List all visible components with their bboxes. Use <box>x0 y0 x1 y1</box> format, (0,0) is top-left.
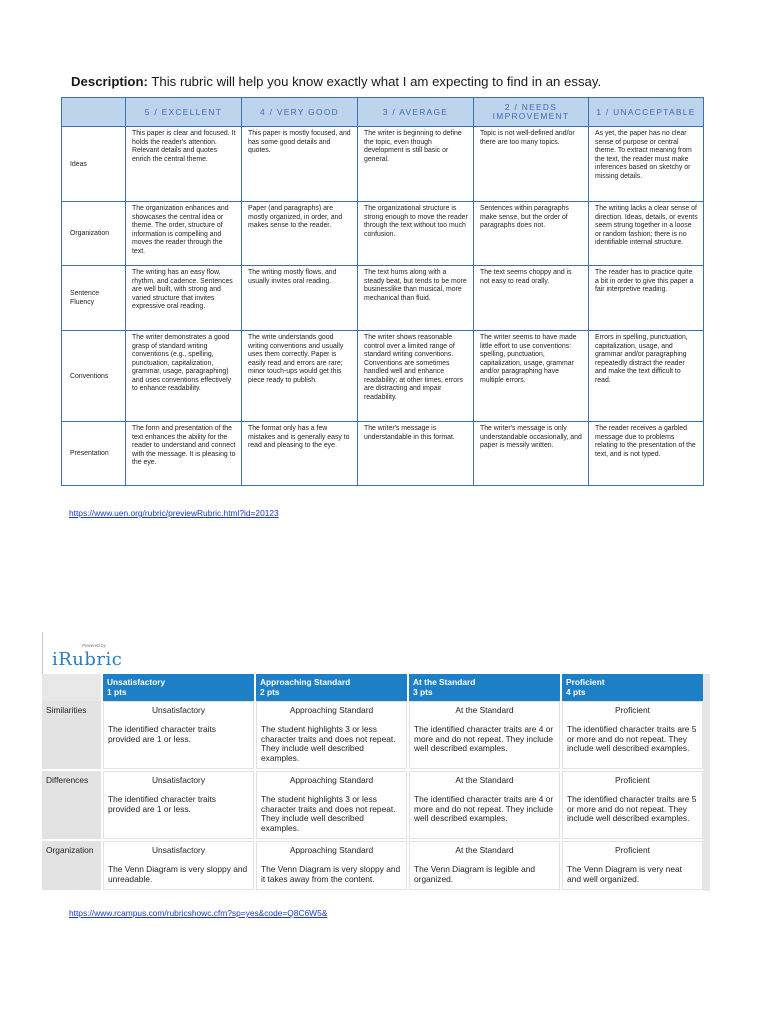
criterion-cell[interactable] <box>102 701 255 770</box>
header-title: Proficient <box>566 677 605 687</box>
table-row <box>42 770 710 840</box>
criterion-text: The identified character traits are 5 or more and do not repeat. They include well described examples. <box>567 794 697 823</box>
level-label: Unsatisfactory <box>151 775 206 785</box>
rubric-cell: As yet, the paper has no clear sense of purpose or central theme. To extract meaning from the text, the reader must make inferences based on sketchy or missing details. <box>589 127 704 202</box>
criterion-text: The Venn Diagram is very sloppy and unreadable. <box>108 864 248 884</box>
criterion-cell[interactable] <box>408 701 561 770</box>
row-gutter <box>703 770 710 840</box>
header-title: Approaching Standard <box>260 677 351 687</box>
description <box>71 74 601 89</box>
header-approaching <box>255 674 408 701</box>
rubric-cell: This paper is clear and focused. It holds the reader's attention. Relevant details and quotes enrich the central theme. <box>126 127 242 202</box>
row-label: Organization <box>62 202 126 266</box>
criterion-text: The student highlights 3 or less character traits and does not repeat. They include well described examples. <box>261 724 396 763</box>
header-excellent: 5 / EXCELLENT <box>126 98 242 127</box>
rubric-cell: The writing mostly flows, and usually invites oral reading. <box>242 266 358 331</box>
header-unacceptable: 1 / UNACCEPTABLE <box>589 98 704 127</box>
rubric-cell: The write understands good writing conventions and usually uses them correctly. Paper is easily read and errors are rare; minor touch-ups would get this piece ready to publish. <box>242 331 358 422</box>
rcampus-rubric-link[interactable]: https://www.rcampus.com/rubricshowc.cfm?sp=yes&code=Q8C6W5& <box>69 908 328 918</box>
level-label: Approaching Standard <box>289 775 374 785</box>
level-label: At the Standard <box>455 845 514 855</box>
row-gutter <box>703 701 710 770</box>
rubric-cell: The text hums along with a steady beat, but tends to be more businesslike than musical, more mechanical than fluid. <box>358 266 474 331</box>
criterion-cell[interactable] <box>561 770 703 840</box>
header-title: At the Standard <box>413 677 476 687</box>
rubric-cell: The writer's message is only understandable occasionally, and paper is messily written. <box>474 422 589 486</box>
rubric-cell: The format only has a few mistakes and is generally easy to read and pleasing to the eye. <box>242 422 358 486</box>
uen-rubric-link[interactable]: https://www.uen.org/rubric/previewRubric.html?id=20123 <box>69 508 279 518</box>
criterion-cell[interactable] <box>102 770 255 840</box>
table-row <box>62 422 704 486</box>
rubric-cell: The organization enhances and showcases the central idea or theme. The order, structure of information is compelling and moves the reader through the text. <box>126 202 242 266</box>
criterion-cell[interactable] <box>408 770 561 840</box>
criterion-text: The identified character traits provided are 1 or less. <box>108 794 216 814</box>
rubric-cell: Topic is not well-defined and/or there are too many topics. <box>474 127 589 202</box>
level-label: Proficient <box>615 775 650 785</box>
powered-by-text: Powered by <box>82 643 106 648</box>
row-label: Conventions <box>62 331 126 422</box>
criterion-text: The Venn Diagram is very neat and well organized. <box>567 864 682 884</box>
table-row <box>42 840 710 891</box>
essay-rubric-table <box>61 97 704 486</box>
criterion-text: The Venn Diagram is legible and organized. <box>414 864 536 884</box>
criterion-text: The identified character traits are 5 or more and do not repeat. They include well described examples. <box>567 724 697 753</box>
rubric-cell: The form and presentation of the text enhances the ability for the reader to understand and connect with the message. It is pleasing to the eye. <box>126 422 242 486</box>
table-row <box>62 127 704 202</box>
header-gutter <box>703 674 710 701</box>
level-label: Unsatisfactory <box>151 705 206 715</box>
row-label: Presentation <box>62 422 126 486</box>
level-label: Unsatisfactory <box>151 845 206 855</box>
table-row <box>62 266 704 331</box>
rubric-cell: The reader receives a garbled message due to problems relating to the presentation of the text, and is not typed. <box>589 422 704 486</box>
header-blank <box>42 674 102 701</box>
table-row <box>62 202 704 266</box>
irubric-header-row <box>42 674 710 701</box>
criterion-cell[interactable] <box>255 701 408 770</box>
header-pts: 2 pts <box>260 687 280 697</box>
row-label: Sentence Fluency <box>62 266 126 331</box>
rubric-cell: The writer's message is understandable in this format. <box>358 422 474 486</box>
table-row <box>62 331 704 422</box>
table-row <box>42 701 710 770</box>
rubric-cell: The text seems choppy and is not easy to read orally. <box>474 266 589 331</box>
header-very-good: 4 / VERY GOOD <box>242 98 358 127</box>
level-label: Approaching Standard <box>289 845 374 855</box>
rubric-header-row <box>62 98 704 127</box>
criterion-cell[interactable] <box>561 840 703 891</box>
criterion-cell[interactable] <box>255 840 408 891</box>
rubric-cell: The writer seems to have made little effort to use conventions: spelling, punctuation, capitalization, usage, grammar and/or paragraphing have multiple errors. <box>474 331 589 422</box>
rubric-cell: The organizational structure is strong enough to move the reader through the text without too much confusion. <box>358 202 474 266</box>
venn-rubric-table <box>42 674 710 892</box>
criterion-cell[interactable] <box>255 770 408 840</box>
rubric-cell: The writing has an easy flow, rhythm, and cadence. Sentences are well built, with strong and varied structure that invites expressive oral reading. <box>126 266 242 331</box>
header-proficient <box>561 674 703 701</box>
level-label: Approaching Standard <box>289 705 374 715</box>
irubric-logo-text: iRubric <box>52 649 123 670</box>
criterion-text: The identified character traits are 4 or more and do not repeat. They include well described examples. <box>414 794 554 823</box>
rubric-cell: Errors in spelling, punctuation, capitalization, usage, and grammar and/or paragraphing repeatedly distract the reader and make the text difficult to read. <box>589 331 704 422</box>
level-label: At the Standard <box>455 705 514 715</box>
row-label: Similarities <box>42 701 102 770</box>
row-label: Differences <box>42 770 102 840</box>
row-gutter <box>703 840 710 891</box>
rubric-cell: The writing lacks a clear sense of direction. Ideas, details, or events seem strung together in a loose or random fashion; there is no identifiable internal structure. <box>589 202 704 266</box>
rubric-cell: The writer demonstrates a good grasp of standard writing conventions (e.g., spelling, punctuation, capitalization, grammar, usage, paragraphing) and uses conventions effectively to enhance readability. <box>126 331 242 422</box>
criterion-cell[interactable] <box>102 840 255 891</box>
header-needs-improvement: 2 / NEEDS IMPROVEMENT <box>474 98 589 127</box>
rubric-cell: The writer is beginning to define the topic, even though development is still basic or general. <box>358 127 474 202</box>
row-label: Organization <box>42 840 102 891</box>
header-pts: 3 pts <box>413 687 433 697</box>
criterion-cell[interactable] <box>561 701 703 770</box>
criterion-cell[interactable] <box>408 840 561 891</box>
criterion-text: The identified character traits are 4 or more and do not repeat. They include well described examples. <box>414 724 554 753</box>
level-label: Proficient <box>615 705 650 715</box>
rubric-cell: The reader has to practice quite a bit in order to give this paper a fair interpretive reading. <box>589 266 704 331</box>
header-average: 3 / AVERAGE <box>358 98 474 127</box>
level-label: At the Standard <box>455 775 514 785</box>
level-label: Proficient <box>615 845 650 855</box>
rubric-cell: Sentences within paragraphs make sense, but the order of paragraphs does not. <box>474 202 589 266</box>
header-at-standard <box>408 674 561 701</box>
row-label: Ideas <box>62 127 126 202</box>
rubric-cell: This paper is mostly focused, and has some good details and quotes. <box>242 127 358 202</box>
header-title: Unsatisfactory <box>107 677 166 687</box>
header-blank <box>62 98 126 127</box>
description-text: This rubric will help you know exactly what I am expecting to find in an essay. <box>147 74 602 89</box>
criterion-text: The student highlights 3 or less character traits and does not repeat. They include well described examples. <box>261 794 396 833</box>
header-pts: 4 pts <box>566 687 586 697</box>
criterion-text: The Venn Diagram is very sloppy and it takes away from the content. <box>261 864 401 884</box>
header-unsatisfactory <box>102 674 255 701</box>
rubric-cell: The writer shows reasonable control over a limited range of standard writing conventions. Conventions are sometimes handled well and enhance readability; at other times, errors are distracting and impair readability. <box>358 331 474 422</box>
header-pts: 1 pts <box>107 687 127 697</box>
criterion-text: The identified character traits provided are 1 or less. <box>108 724 216 744</box>
rubric-cell: Paper (and paragraphs) are mostly organized, in order, and makes sense to the reader. <box>242 202 358 266</box>
description-label: Description: <box>71 74 148 89</box>
